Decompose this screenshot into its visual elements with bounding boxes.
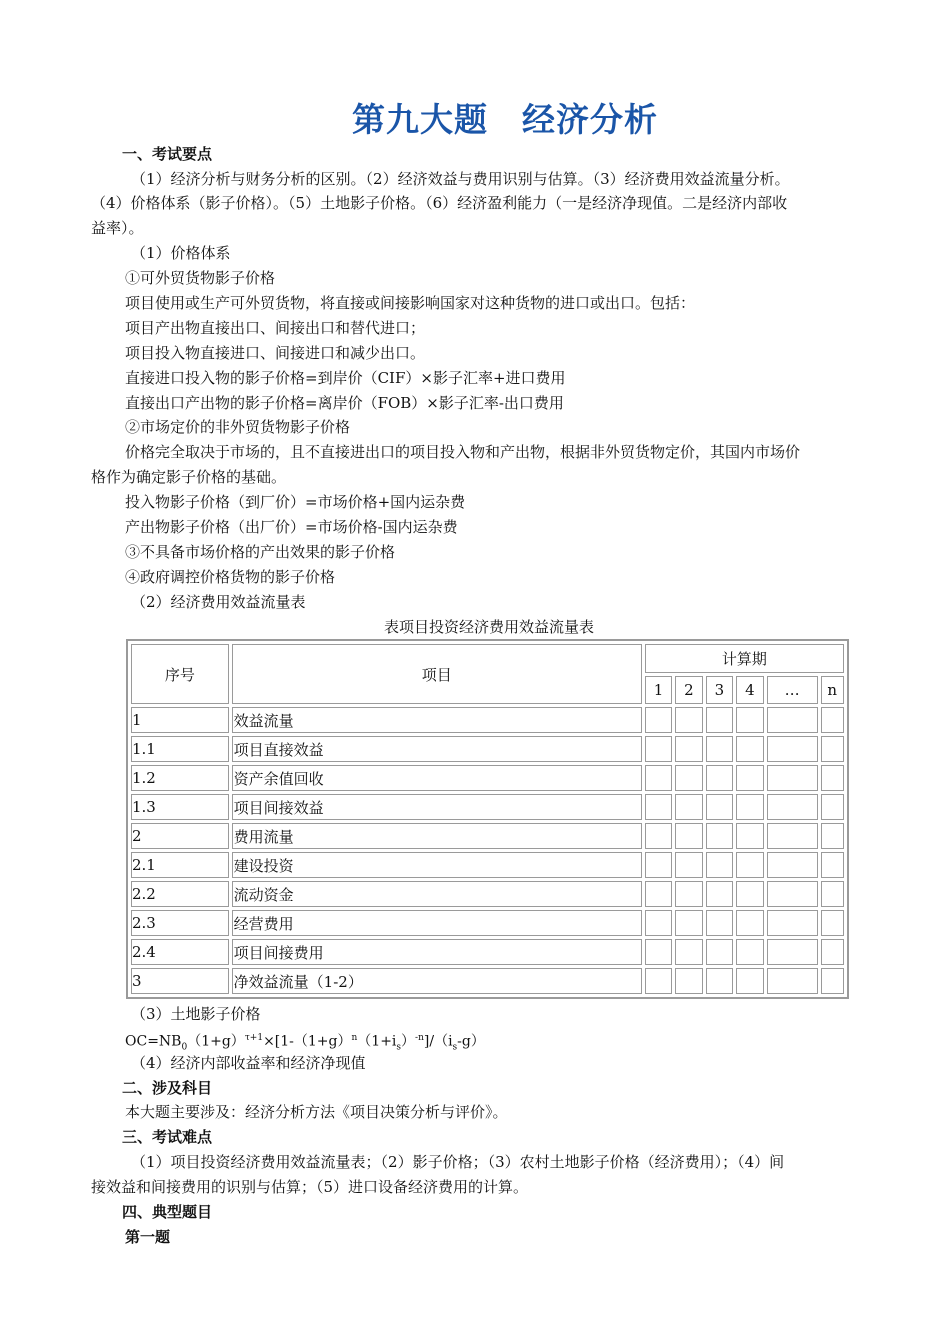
table-row — [131, 939, 844, 965]
table-caption: 表项目投资经济费用效益流量表 — [383, 618, 594, 636]
row-item: 项目间接费用 — [232, 939, 642, 965]
row-no: 1.2 — [131, 765, 229, 791]
input-shadow-price-formula: 投入物影子价格（到厂价）=市场价格+国内运杂费 — [125, 493, 466, 511]
section-heading-difficulties: 三、考试难点 — [122, 1128, 213, 1146]
row-no: 2.2 — [131, 881, 229, 907]
nontradable-goods-desc-1: 价格完全取决于市场的，且不直接进出口的项目投入物和产出物，根据非外贸货物定价，其国内市场价 — [125, 443, 801, 461]
row-item: 项目间接效益 — [232, 794, 642, 820]
export-shadow-price-formula: 直接出口产出物的影子价格=离岸价（FOB）×影子汇率-出口费用 — [125, 394, 564, 412]
tradable-goods-desc: 项目使用或生产可外贸货物，将直接或间接影响国家对这种货物的进口或出口。包括： — [125, 294, 696, 312]
row-no: 2.1 — [131, 852, 229, 878]
nontradable-goods-desc-2: 格作为确定影子价格的基础。 — [91, 468, 287, 486]
land-shadow-price-formula: $OC=NB_0(1+g)^{\tau+1}\times[1-(1+g)^n(1+i_s)^{-n}]/(i_s-g)$ — [125, 1033, 485, 1053]
subjects-text: 本大题主要涉及：经济分析方法《项目决策分析与评价》。 — [125, 1103, 508, 1121]
table-row — [131, 823, 844, 849]
row-item: 资产余值回收 — [232, 765, 642, 791]
first-question-heading: 第一题 — [125, 1228, 171, 1246]
table-row — [131, 910, 844, 936]
no-market-price-heading: ③不具备市场价格的产出效果的影子价格 — [125, 543, 396, 561]
price-system-title: （1）价格体系 — [131, 244, 231, 262]
row-no: 1.1 — [131, 736, 229, 762]
page-title: 第九大题 经济分析 — [352, 100, 658, 139]
tradable-goods-item-1: 项目产出物直接出口、间接出口和替代进口； — [125, 319, 426, 337]
header-period: 计算期 — [645, 644, 844, 673]
row-item: 净效益流量（1-2） — [232, 968, 642, 994]
row-item: 流动资金 — [232, 881, 642, 907]
row-item: 费用流量 — [232, 823, 642, 849]
row-no: 1.3 — [131, 794, 229, 820]
table-row — [131, 765, 844, 791]
row-item: 效益流量 — [232, 707, 642, 733]
table-row — [131, 736, 844, 762]
period-cell: 4 — [736, 676, 763, 705]
nontradable-goods-heading: ②市场定价的非外贸货物影子价格 — [125, 418, 351, 436]
land-shadow-price-title: （3）土地影子价格 — [131, 1005, 261, 1023]
key-points-line-1: （1）经济分析与财务分析的区别。（2）经济效益与费用识别与估算。（3）经济费用效益流量分析。 — [131, 170, 790, 188]
table-row — [131, 968, 844, 994]
row-no: 2.4 — [131, 939, 229, 965]
row-no: 1 — [131, 707, 229, 733]
row-item: 经营费用 — [232, 910, 642, 936]
table-row — [131, 707, 844, 733]
tradable-goods-heading: ①可外贸货物影子价格 — [125, 269, 276, 287]
key-points-line-3: 益率）。 — [91, 219, 144, 237]
eirr-enpv-title: （4）经济内部收益率和经济净现值 — [131, 1054, 366, 1072]
row-no: 2.3 — [131, 910, 229, 936]
key-points-line-2: （4）价格体系（影子价格）。（5）土地影子价格。（6）经济盈利能力（一是经济净现值。二是经济内部收 — [91, 194, 788, 212]
table-row — [131, 852, 844, 878]
tradable-goods-item-2: 项目投入物直接进口、间接进口和减少出口。 — [125, 344, 426, 362]
row-no: 2 — [131, 823, 229, 849]
section-heading-typical-questions: 四、典型题目 — [122, 1203, 213, 1221]
header-item: 项目 — [232, 644, 642, 704]
economic-flow-table — [126, 639, 849, 999]
output-shadow-price-formula: 产出物影子价格（出厂价）=市场价格-国内运杂费 — [125, 518, 458, 536]
section-heading-key-points: 一、考试要点 — [122, 145, 213, 163]
period-cell: 3 — [706, 676, 733, 705]
government-price-heading: ④政府调控价格货物的影子价格 — [125, 568, 336, 586]
row-no: 3 — [131, 968, 229, 994]
section-heading-subjects: 二、涉及科目 — [122, 1079, 213, 1097]
period-cell: 1 — [645, 676, 672, 705]
table-row — [131, 881, 844, 907]
period-cell: 2 — [675, 676, 702, 705]
period-cell: … — [767, 676, 818, 705]
table-row — [131, 794, 844, 820]
row-item: 建设投资 — [232, 852, 642, 878]
flow-table-title: （2）经济费用效益流量表 — [131, 593, 306, 611]
table-header-row — [131, 644, 844, 673]
period-cell: n — [821, 676, 845, 705]
header-seq: 序号 — [131, 644, 229, 704]
difficulties-line-1: （1）项目投资经济费用效益流量表；（2）影子价格；（3）农村土地影子价格（经济费用）；（4）间 — [131, 1153, 785, 1171]
difficulties-line-2: 接效益和间接费用的识别与估算；（5）进口设备经济费用的计算。 — [91, 1178, 529, 1196]
row-item: 项目直接效益 — [232, 736, 642, 762]
import-shadow-price-formula: 直接进口投入物的影子价格=到岸价（CIF）×影子汇率+进口费用 — [125, 369, 566, 387]
